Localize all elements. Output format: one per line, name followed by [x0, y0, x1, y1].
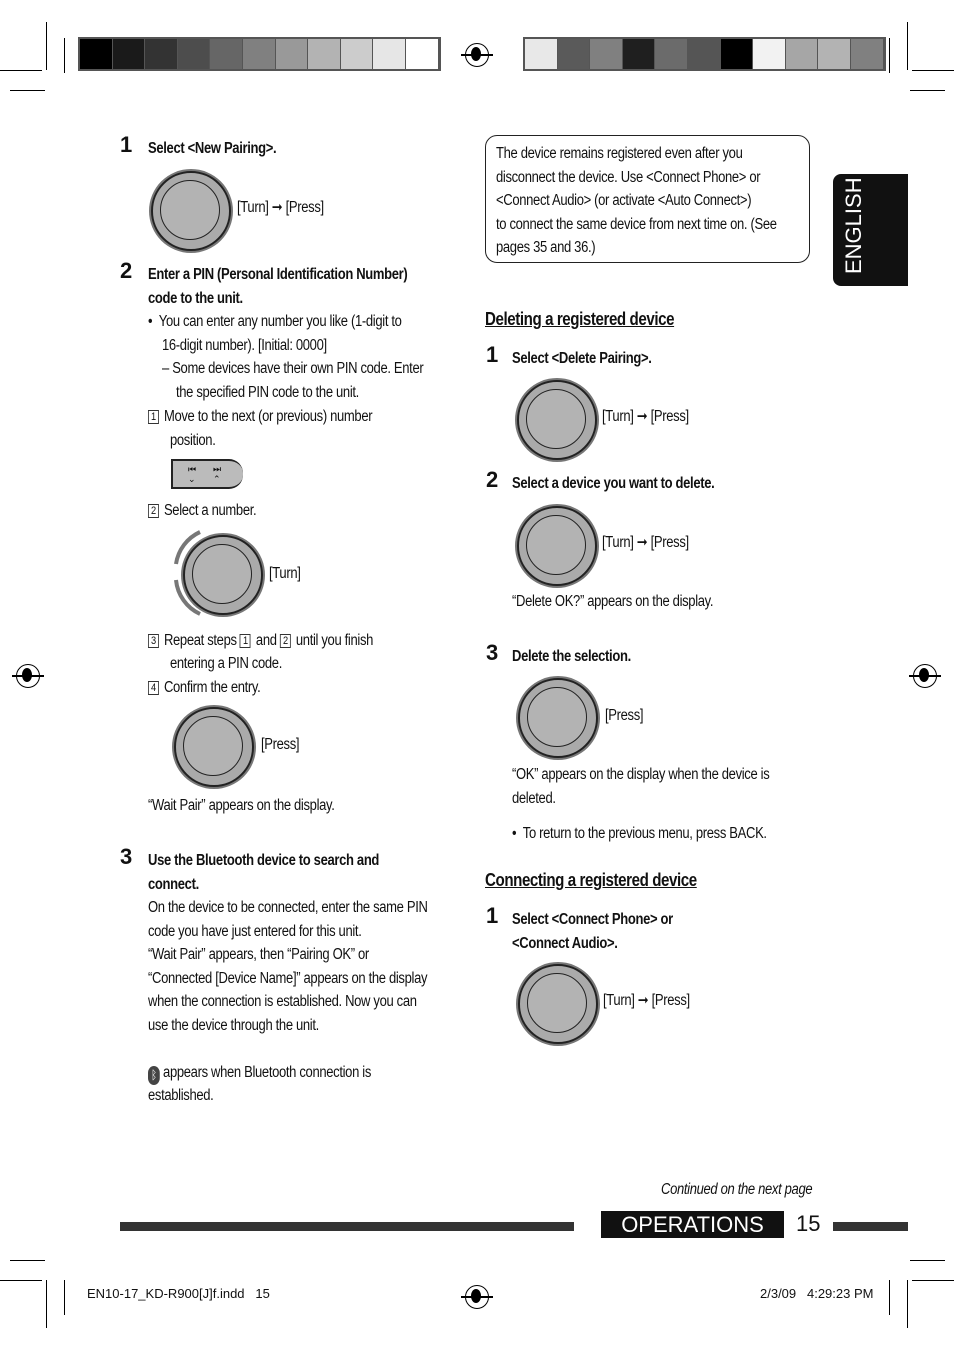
- color-swatch: [113, 39, 146, 69]
- step-title: <Connect Audio>.: [512, 935, 618, 952]
- color-swatch: [623, 39, 656, 69]
- body-line: On the device to be connected, enter the same PIN: [148, 899, 428, 916]
- skip-buttons-icon: [171, 459, 243, 489]
- note-line: The device remains registered even after you: [496, 145, 743, 162]
- substep-4: [148, 676, 260, 700]
- step-title: Select <Delete Pairing>.: [512, 350, 652, 367]
- registration-mark-icon: [16, 664, 40, 688]
- dial-action-label: [Turn]: [269, 565, 301, 582]
- bullet-text: • You can enter any number you like (1-digit to: [148, 313, 402, 330]
- color-swatch: [243, 39, 276, 69]
- body-line: “Wait Pair” appears, then “Pairing OK” or: [148, 946, 369, 963]
- color-swatch: [145, 39, 178, 69]
- dash-text: – Some devices have their own PIN code. Enter: [162, 360, 424, 377]
- note-line: to connect the same device from next time on. (See: [496, 215, 777, 233]
- color-swatch: [818, 39, 851, 69]
- step-title: Select <Connect Phone> or: [512, 911, 673, 928]
- result-text: deleted.: [512, 790, 556, 807]
- page-number: 15: [796, 1211, 821, 1236]
- bullet-line: To return to the previous menu, press BACK.: [522, 825, 767, 842]
- step-number: 1: [486, 903, 498, 928]
- step-title: connect.: [148, 876, 199, 893]
- registration-mark-icon: [465, 1285, 489, 1309]
- color-swatch: [688, 39, 721, 69]
- control-dial-icon: [174, 707, 254, 787]
- registration-mark-icon: [913, 664, 937, 688]
- dial-action-label: [Press]: [605, 707, 644, 724]
- body-line: when the connection is established. Now you can: [148, 993, 417, 1010]
- dial-action-label: [Turn] ➞ [Press]: [602, 534, 689, 551]
- color-swatch: [655, 39, 688, 69]
- step-number: 1: [486, 342, 498, 367]
- substep-text: and: [255, 632, 277, 649]
- section-heading: Deleting a registered device: [485, 309, 675, 329]
- language-tab: [833, 174, 908, 286]
- color-swatch: [80, 39, 113, 69]
- prev-skip-icon: ⏮ ⌄: [188, 464, 196, 484]
- language-tab-label: ENGLISH: [841, 177, 866, 274]
- registration-mark-icon: [465, 43, 489, 67]
- note-text: established.: [148, 1087, 214, 1104]
- substep-text: Move to the next (or previous) number: [163, 408, 373, 425]
- step-number: 3: [120, 844, 132, 869]
- substep-ref: 2: [280, 634, 291, 648]
- control-dial-icon: [183, 535, 263, 615]
- bullet-line: 16-digit number). [Initial: 0000]: [162, 337, 327, 354]
- step-number: 1: [120, 132, 132, 157]
- result-text: “Delete OK?” appears on the display.: [512, 593, 714, 610]
- step-title: Delete the selection.: [512, 648, 631, 665]
- substep-ref: 1: [240, 634, 251, 648]
- dash-line: Some devices have their own PIN code. Enter: [172, 360, 424, 377]
- dash-line: the specified PIN code to the unit.: [176, 384, 359, 401]
- body-line: code you have just entered for this unit.: [148, 922, 362, 940]
- step-title: Select <New Pairing>.: [148, 140, 277, 157]
- step-number: 2: [486, 467, 498, 492]
- note-line: <Connect Audio> (or activate <Auto Connect>): [496, 192, 752, 209]
- note-line: pages 35 and 36.): [496, 239, 596, 256]
- color-swatch: [373, 39, 406, 69]
- color-swatch: [558, 39, 591, 69]
- step-title: Use the Bluetooth device to search and: [148, 852, 380, 869]
- note-text: appears when Bluetooth connection is: [163, 1064, 372, 1081]
- color-swatch: [210, 39, 243, 69]
- substep-number: 4: [148, 681, 159, 695]
- note-line: disconnect the device. Use <Connect Phone> or: [496, 168, 761, 186]
- dial-action-label: [Press]: [261, 736, 300, 753]
- color-swatch: [721, 39, 754, 69]
- bluetooth-icon: ᛒ: [148, 1066, 160, 1085]
- control-dial-icon: [517, 380, 597, 460]
- body-line: “Connected [Device Name]” appears on the display: [148, 969, 428, 987]
- section-heading: Connecting a registered device: [485, 870, 697, 890]
- substep-number: 2: [148, 504, 159, 518]
- substep-1: [148, 405, 372, 429]
- step-title: code to the unit.: [148, 290, 243, 307]
- color-swatch: [851, 39, 884, 69]
- substep-text: Repeat steps: [163, 632, 237, 649]
- color-calibration-bar-right: [523, 37, 886, 71]
- result-text: “OK” appears on the display when the device is: [512, 766, 770, 783]
- step-title: Select a device you want to delete.: [512, 475, 715, 492]
- substep-text: Confirm the entry.: [163, 679, 261, 696]
- substep-text: Select a number.: [163, 502, 257, 519]
- control-dial-icon: [151, 171, 231, 251]
- color-swatch: [178, 39, 211, 69]
- dial-action-label: [Turn] ➞ [Press]: [603, 992, 690, 1009]
- substep-2: [148, 499, 256, 523]
- control-dial-icon: [517, 506, 597, 586]
- substep-3: [148, 629, 373, 653]
- color-swatch: [786, 39, 819, 69]
- footer-rule: [120, 1222, 574, 1231]
- color-swatch: [525, 39, 558, 69]
- print-date: 2/3/09 4:29:23 PM: [760, 1286, 874, 1301]
- color-calibration-bar-left: [78, 37, 441, 71]
- color-swatch: [308, 39, 341, 69]
- footer-rule: [833, 1222, 908, 1231]
- dial-action-label: [Turn] ➞ [Press]: [237, 199, 324, 216]
- color-swatch: [406, 39, 439, 69]
- color-swatch: [590, 39, 623, 69]
- section-label-text: OPERATIONS: [621, 1212, 764, 1237]
- substep-text: position.: [170, 432, 216, 449]
- note-box: [485, 135, 810, 263]
- substep-text: entering a PIN code.: [170, 655, 282, 672]
- section-label: [601, 1211, 784, 1238]
- bluetooth-note: [148, 1061, 371, 1085]
- result-text: “Wait Pair” appears on the display.: [148, 797, 335, 814]
- next-skip-icon: ⏭ ⌃: [213, 464, 221, 484]
- color-swatch: [341, 39, 374, 69]
- substep-number: 3: [148, 634, 159, 648]
- control-dial-icon: [518, 678, 598, 758]
- color-swatch: [753, 39, 786, 69]
- color-swatch: [276, 39, 309, 69]
- step-number: 2: [120, 258, 132, 283]
- substep-text: until you finish: [295, 632, 374, 649]
- file-info: EN10-17_KD-R900[J]f.indd 15: [87, 1286, 270, 1301]
- control-dial-icon: [518, 964, 598, 1044]
- continued-note: Continued on the next page: [661, 1181, 813, 1198]
- step-title: Enter a PIN (Personal Identification Number): [148, 266, 408, 283]
- substep-number: 1: [148, 410, 159, 424]
- bullet-text: • To return to the previous menu, press BACK.: [512, 825, 767, 842]
- bullet-line: You can enter any number you like (1-digit to: [158, 313, 402, 330]
- body-line: use the device through the unit.: [148, 1016, 319, 1034]
- step-number: 3: [486, 640, 498, 665]
- dial-action-label: [Turn] ➞ [Press]: [602, 408, 689, 425]
